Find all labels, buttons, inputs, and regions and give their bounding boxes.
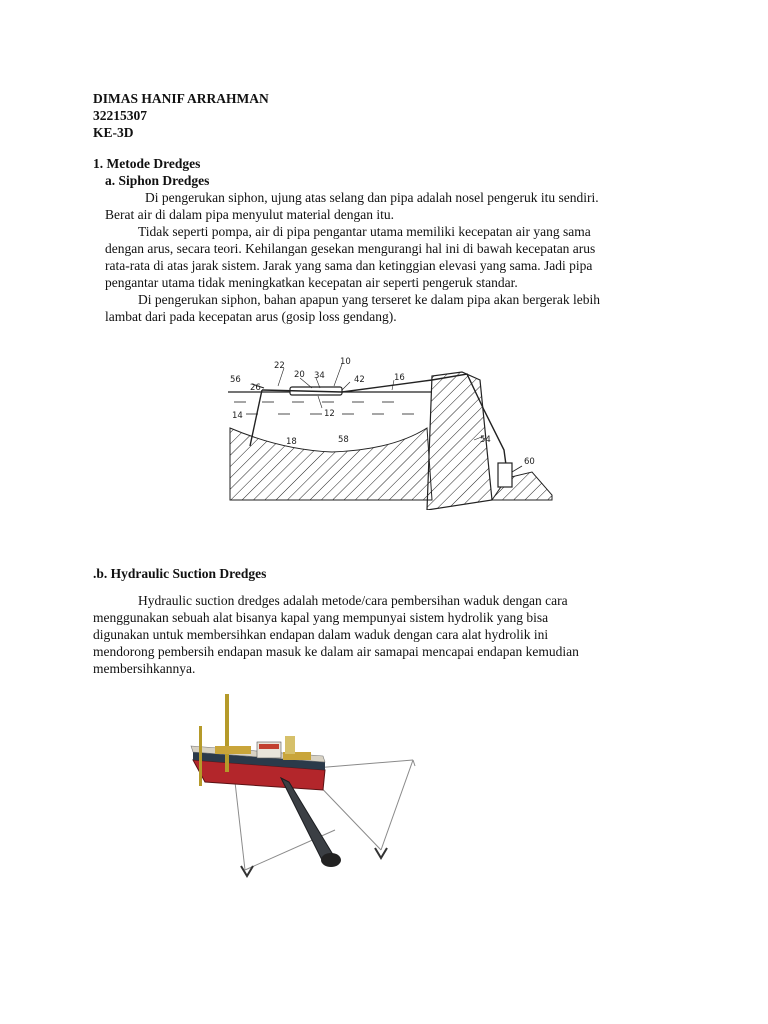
diagram-label: 20 [294,370,305,380]
diagram-label: 56 [230,375,241,385]
diagram-label: 26 [250,383,261,393]
diagram-label: 42 [354,375,365,385]
paragraph-line: Di pengerukan siphon, ujung atas selang dan pipa adalah nosel pengeruk itu sendiri. [145,190,599,205]
paragraph-line: membersihkannya. [93,661,196,676]
paragraph-line: lambat dari pada kecepatan arus (gosip loss gendang). [105,309,397,324]
paragraph-line: pengantar utama tidak meningkatkan kecepatan air seperti pengeruk standar. [105,275,518,290]
subsection-heading-hydraulic: .b. Hydraulic Suction Dredges [93,566,267,581]
diagram-label: 18 [286,437,297,447]
diagram-label: 60 [524,457,535,467]
paragraph-line: Di pengerukan siphon, bahan apapun yang terseret ke dalam pipa akan bergerak lebih [138,292,600,307]
section-heading: 1. Metode Dredges [93,156,201,171]
student-id: 32215307 [93,108,147,123]
subsection-heading-siphon: a. Siphon Dredges [105,173,210,188]
paragraph-line: Hydraulic suction dredges adalah metode/cara pembersihan waduk dengan cara [138,593,568,608]
paragraph-line: digunakan untuk membersihkan endapan dalam waduk dengan cara alat hydrolik ini [93,627,549,642]
diagram-label: 16 [394,373,405,383]
diagram-label: 12 [324,409,335,419]
paragraph-line: dengan arus, secara teori. Kehilangan gesekan mengurangi hal ini di bawah kecepatan arus [105,241,596,256]
class-label: KE-3D [93,125,134,140]
paragraph-line: mendorong pembersih endapan masuk ke dalam air samapai mencapai endapan kemudian [93,644,579,659]
paragraph-line: Berat air di dalam pipa menyulut material dengan itu. [105,207,395,222]
diagram-label: 54 [480,435,491,445]
siphon-dredge-diagram [222,350,562,510]
paragraph-line: Tidak seperti pompa, air di pipa pengantar utama memiliki kecepatan air yang sama [138,224,591,239]
paragraph-line: menggunakan sebuah alat bisanya kapal yang mempunyai sistem hydrolik yang bisa [93,610,549,625]
diagram-label: 22 [274,361,285,371]
diagram-label: 34 [314,371,325,381]
diagram-label: 14 [232,411,243,421]
hydraulic-dredge-illustration [185,690,425,890]
diagram-label: 10 [340,357,351,367]
author-name: DIMAS HANIF ARRAHMAN [93,91,269,106]
diagram-label: 58 [338,435,349,445]
paragraph-line: rata-rata di atas jarak sistem. Jarak yang sama dan ketinggian elevasi yang sama. Jadi pipa [105,258,593,273]
